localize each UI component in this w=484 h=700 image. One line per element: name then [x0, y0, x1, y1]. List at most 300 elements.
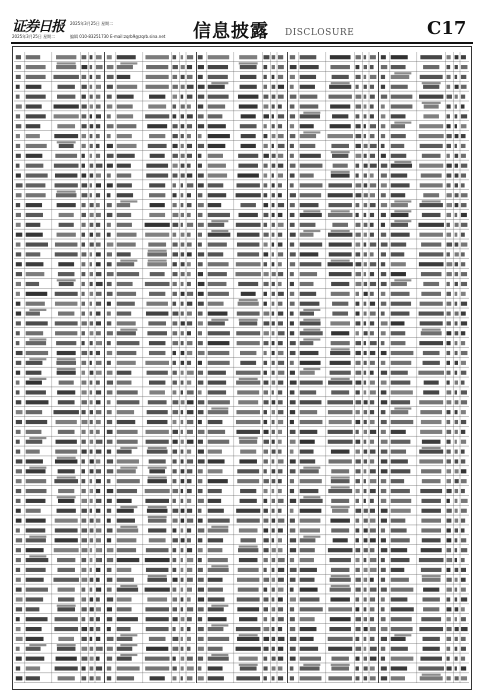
table-cell [461, 400, 467, 404]
table-cell [331, 666, 349, 670]
table-cell [454, 597, 457, 601]
table-cell [299, 223, 315, 227]
table-cell [264, 193, 268, 197]
table-cell [198, 55, 203, 59]
table-cell [241, 538, 256, 542]
table-cell [299, 528, 319, 532]
table-cell [299, 65, 318, 69]
table-cell [198, 381, 204, 385]
disclosure-column-1 [14, 52, 104, 683]
table-cell [173, 203, 177, 207]
table-cell [272, 282, 275, 286]
table-cell [181, 528, 184, 532]
table-cell [355, 233, 360, 237]
table-cell [149, 183, 165, 187]
table-cell [461, 371, 466, 375]
table-cell [289, 499, 295, 503]
edition-info: 2025年3月25日 星期二 [70, 21, 114, 26]
table-cell [461, 55, 466, 59]
table-cell [381, 558, 385, 562]
table-cell [363, 144, 367, 148]
table-cell [272, 203, 275, 207]
table-cell [181, 144, 184, 148]
table-cell [240, 85, 257, 89]
table-cell [289, 272, 293, 276]
table-cell [237, 676, 261, 680]
table-cell [454, 134, 458, 138]
table-cell [29, 338, 46, 340]
table-cell [369, 242, 375, 246]
table-cell [381, 292, 386, 296]
table-cell [121, 62, 138, 64]
table-cell [57, 62, 76, 64]
table-cell [264, 676, 267, 680]
table-cell [355, 193, 361, 197]
table-cell [82, 479, 86, 483]
table-cell [145, 588, 170, 592]
table-cell [96, 302, 101, 306]
table-cell [57, 390, 75, 394]
table-cell [369, 637, 374, 641]
table-cell [82, 124, 87, 128]
table-cell [390, 528, 406, 532]
table-cell [422, 200, 441, 202]
table-cell [16, 272, 22, 276]
table-cell [181, 568, 184, 572]
table-cell [117, 509, 134, 513]
table-cell [264, 203, 269, 207]
table-cell [26, 450, 40, 454]
table-cell [90, 538, 94, 542]
table-cell [272, 114, 274, 118]
table-cell [187, 450, 191, 454]
table-cell [454, 154, 458, 158]
table-cell [303, 338, 320, 340]
table-cell [369, 440, 373, 444]
table-cell [107, 538, 111, 542]
table-cell [355, 617, 360, 621]
table-cell [173, 302, 177, 306]
table-cell [454, 538, 457, 542]
table-cell [299, 134, 315, 138]
table-cell [272, 154, 276, 158]
table-cell [355, 252, 360, 256]
table-cell [446, 203, 452, 207]
table-cell [187, 144, 192, 148]
table-cell [55, 183, 78, 187]
table-cell [187, 203, 192, 207]
table-cell [107, 242, 114, 246]
table-cell [107, 95, 112, 99]
table-cell [446, 252, 449, 256]
table-cell [187, 519, 193, 523]
table-cell [198, 233, 202, 237]
table-cell [390, 410, 408, 414]
table-cell [381, 114, 386, 118]
table-cell [381, 381, 387, 385]
table-cell [240, 75, 256, 79]
table-cell [278, 528, 283, 532]
table-cell [147, 509, 168, 513]
table-cell [26, 75, 46, 79]
table-cell [369, 272, 373, 276]
table-cell [420, 548, 441, 552]
table-cell [237, 430, 261, 434]
table-cell [394, 407, 411, 409]
table-cell [82, 242, 86, 246]
table-cell [173, 154, 178, 158]
table-cell [58, 489, 74, 493]
table-cell [208, 440, 230, 444]
table-cell [107, 450, 111, 454]
table-cell [355, 607, 359, 611]
table-cell [369, 302, 374, 306]
table-cell [329, 578, 350, 582]
table-cell [29, 644, 46, 646]
table-cell [239, 558, 258, 562]
table-cell [278, 183, 282, 187]
table-cell [90, 321, 93, 325]
table-cell [117, 213, 131, 217]
table-cell [363, 193, 367, 197]
table-cell [187, 55, 193, 59]
table-cell [461, 666, 466, 670]
table-cell [208, 479, 228, 483]
table-cell [363, 676, 366, 680]
table-cell [363, 509, 367, 513]
table-cell [107, 390, 113, 394]
table-cell [96, 509, 100, 513]
table-cell [57, 95, 75, 99]
table-cell [146, 548, 169, 552]
table-cell [181, 282, 184, 286]
table-cell [381, 272, 386, 276]
table-cell [390, 637, 405, 641]
table-cell [264, 381, 269, 385]
table-cell [369, 499, 373, 503]
table-cell [58, 637, 74, 641]
table-cell [26, 173, 48, 177]
table-cell [117, 361, 136, 365]
table-cell [82, 331, 85, 335]
table-cell [330, 351, 350, 355]
table-cell [363, 85, 366, 89]
table-cell [278, 55, 283, 59]
table-cell [187, 164, 191, 168]
table-cell [187, 183, 193, 187]
table-cell [173, 114, 177, 118]
table-cell [26, 65, 46, 69]
table-cell [90, 262, 92, 266]
table-cell [82, 144, 86, 148]
table-cell [289, 597, 295, 601]
table-cell [147, 420, 168, 424]
table-cell [289, 233, 295, 237]
table-cell [355, 578, 360, 582]
table-cell [355, 509, 361, 513]
table-cell [181, 55, 183, 59]
table-cell [289, 223, 294, 227]
table-cell [454, 95, 457, 99]
table-cell [107, 154, 114, 158]
table-cell [446, 440, 450, 444]
table-cell [82, 173, 87, 177]
table-cell [272, 213, 275, 217]
table-cell [121, 654, 138, 656]
table-cell [82, 341, 85, 345]
table-cell [299, 124, 313, 128]
table-cell [381, 390, 387, 394]
table-cell [299, 282, 313, 286]
table-cell [299, 597, 319, 601]
table-cell [363, 528, 367, 532]
table-cell [289, 588, 293, 592]
table-cell [369, 420, 374, 424]
table-cell [107, 528, 113, 532]
table-cell [82, 361, 87, 365]
table-cell [198, 124, 204, 128]
table-cell [272, 341, 275, 345]
table-cell [26, 381, 42, 385]
table-cell [264, 282, 269, 286]
disclosure-column-4 [288, 52, 378, 683]
table-cell [107, 104, 113, 108]
table-cell [363, 588, 366, 592]
table-cell [117, 95, 134, 99]
table-cell [149, 242, 167, 246]
table-cell [446, 144, 450, 148]
table-cell [26, 499, 46, 503]
table-cell [26, 213, 43, 217]
table-cell [187, 578, 193, 582]
table-cell [237, 311, 260, 315]
table-cell [212, 654, 229, 656]
table-cell [59, 213, 74, 217]
table-cell [419, 95, 443, 99]
table-cell [454, 390, 456, 394]
table-cell [355, 213, 358, 217]
table-cell [446, 607, 451, 611]
table-cell [96, 213, 101, 217]
table-cell [187, 430, 193, 434]
table-cell [330, 597, 349, 601]
table-cell [187, 400, 194, 404]
table-cell [58, 499, 74, 503]
table-cell [369, 568, 376, 572]
table-cell [278, 361, 284, 365]
table-cell [264, 65, 268, 69]
table-cell [208, 203, 221, 207]
table-cell [278, 390, 282, 394]
table-cell [187, 124, 192, 128]
table-cell [355, 114, 359, 118]
table-cell [187, 65, 192, 69]
table-cell [90, 311, 92, 315]
table-cell [237, 341, 260, 345]
table-cell [289, 134, 295, 138]
table-cell [289, 528, 295, 532]
table-cell [90, 519, 94, 523]
table-cell [181, 420, 184, 424]
table-cell [56, 361, 76, 365]
table-cell [107, 55, 112, 59]
table-cell [107, 361, 111, 365]
table-cell [208, 85, 225, 89]
table-cell [90, 637, 93, 641]
table-cell [107, 321, 111, 325]
table-cell [381, 578, 385, 582]
table-cell [454, 114, 457, 118]
table-cell [16, 164, 20, 168]
table-cell [272, 65, 275, 69]
table-cell [212, 565, 229, 567]
table-cell [363, 104, 366, 108]
table-cell [299, 400, 321, 404]
table-cell [390, 627, 412, 631]
table-cell [278, 233, 282, 237]
table-cell [390, 321, 404, 325]
table-cell [381, 341, 385, 345]
table-cell [198, 311, 203, 315]
table-cell [117, 548, 136, 552]
table-cell [236, 647, 261, 651]
table-cell [369, 331, 373, 335]
table-cell [423, 85, 439, 89]
table-cell [117, 499, 132, 503]
table-cell [264, 390, 269, 394]
table-cell [181, 410, 183, 414]
table-cell [446, 657, 449, 661]
table-cell [149, 95, 165, 99]
table-cell [16, 361, 21, 365]
table-cell [117, 469, 136, 473]
table-cell [264, 657, 268, 661]
table-cell [16, 617, 20, 621]
table-cell [16, 134, 20, 138]
table-cell [369, 647, 376, 651]
table-cell [363, 164, 367, 168]
table-cell [26, 647, 41, 651]
table-cell [107, 134, 111, 138]
table-cell [381, 657, 385, 661]
table-cell [299, 450, 313, 454]
table-cell [173, 528, 177, 532]
table-cell [198, 420, 202, 424]
table-cell [16, 331, 20, 335]
table-cell [461, 499, 468, 503]
table-cell [289, 144, 293, 148]
table-cell [117, 459, 139, 463]
table-cell [173, 617, 178, 621]
table-cell [16, 489, 21, 493]
table-cell [181, 430, 183, 434]
table-cell [289, 489, 293, 493]
table-cell [208, 588, 223, 592]
table-cell [272, 676, 275, 680]
table-cell [82, 548, 88, 552]
table-cell [369, 95, 374, 99]
table-cell [82, 568, 87, 572]
column-separator [104, 52, 105, 683]
table-cell [187, 597, 191, 601]
table-cell [272, 55, 276, 59]
table-cell [381, 361, 386, 365]
table-cell [381, 528, 385, 532]
table-cell [173, 666, 177, 670]
table-cell [272, 568, 275, 572]
table-cell [369, 173, 373, 177]
table-cell [272, 311, 275, 315]
table-cell [212, 230, 229, 232]
table-cell [107, 302, 111, 306]
table-cell [363, 390, 366, 394]
table-cell [173, 430, 178, 434]
table-cell [146, 568, 169, 572]
table-cell [237, 242, 259, 246]
table-cell [278, 144, 285, 148]
table-cell [423, 104, 438, 108]
table-cell [355, 469, 360, 473]
table-cell [272, 479, 276, 483]
table-cell [236, 627, 261, 631]
table-cell [55, 302, 77, 306]
table-cell [454, 489, 457, 493]
table-cell [278, 568, 284, 572]
table-cell [355, 164, 359, 168]
table-cell [355, 95, 361, 99]
table-cell [289, 302, 294, 306]
table-cell [381, 548, 388, 552]
table-cell [239, 62, 258, 64]
table-cell [446, 351, 450, 355]
table-cell [381, 75, 385, 79]
publication-date: 2025年3月25日 星期二 [12, 34, 56, 39]
table-cell [198, 450, 204, 454]
table-cell [208, 134, 230, 138]
table-cell [419, 134, 444, 138]
table-cell [58, 588, 75, 592]
table-cell [272, 647, 275, 651]
table-cell [303, 368, 320, 370]
table-cell [278, 223, 284, 227]
table-cell [145, 657, 170, 661]
table-cell [418, 311, 443, 315]
table-cell [264, 588, 268, 592]
table-cell [96, 538, 101, 542]
table-cell [117, 262, 134, 266]
table-cell [208, 637, 229, 641]
table-cell [107, 479, 111, 483]
table-cell [82, 85, 87, 89]
table-cell [150, 203, 165, 207]
table-cell [422, 538, 441, 542]
table-cell [181, 489, 183, 493]
table-cell [26, 538, 46, 542]
table-cell [146, 617, 169, 621]
table-cell [187, 647, 191, 651]
table-cell [181, 361, 184, 365]
table-cell [381, 95, 387, 99]
table-cell [454, 440, 456, 444]
table-cell [369, 262, 375, 266]
table-cell [82, 213, 86, 217]
table-cell [272, 75, 275, 79]
table-cell [369, 311, 375, 315]
table-cell [173, 361, 176, 365]
table-cell [446, 627, 451, 631]
table-cell [461, 617, 466, 621]
table-cell [117, 558, 140, 562]
